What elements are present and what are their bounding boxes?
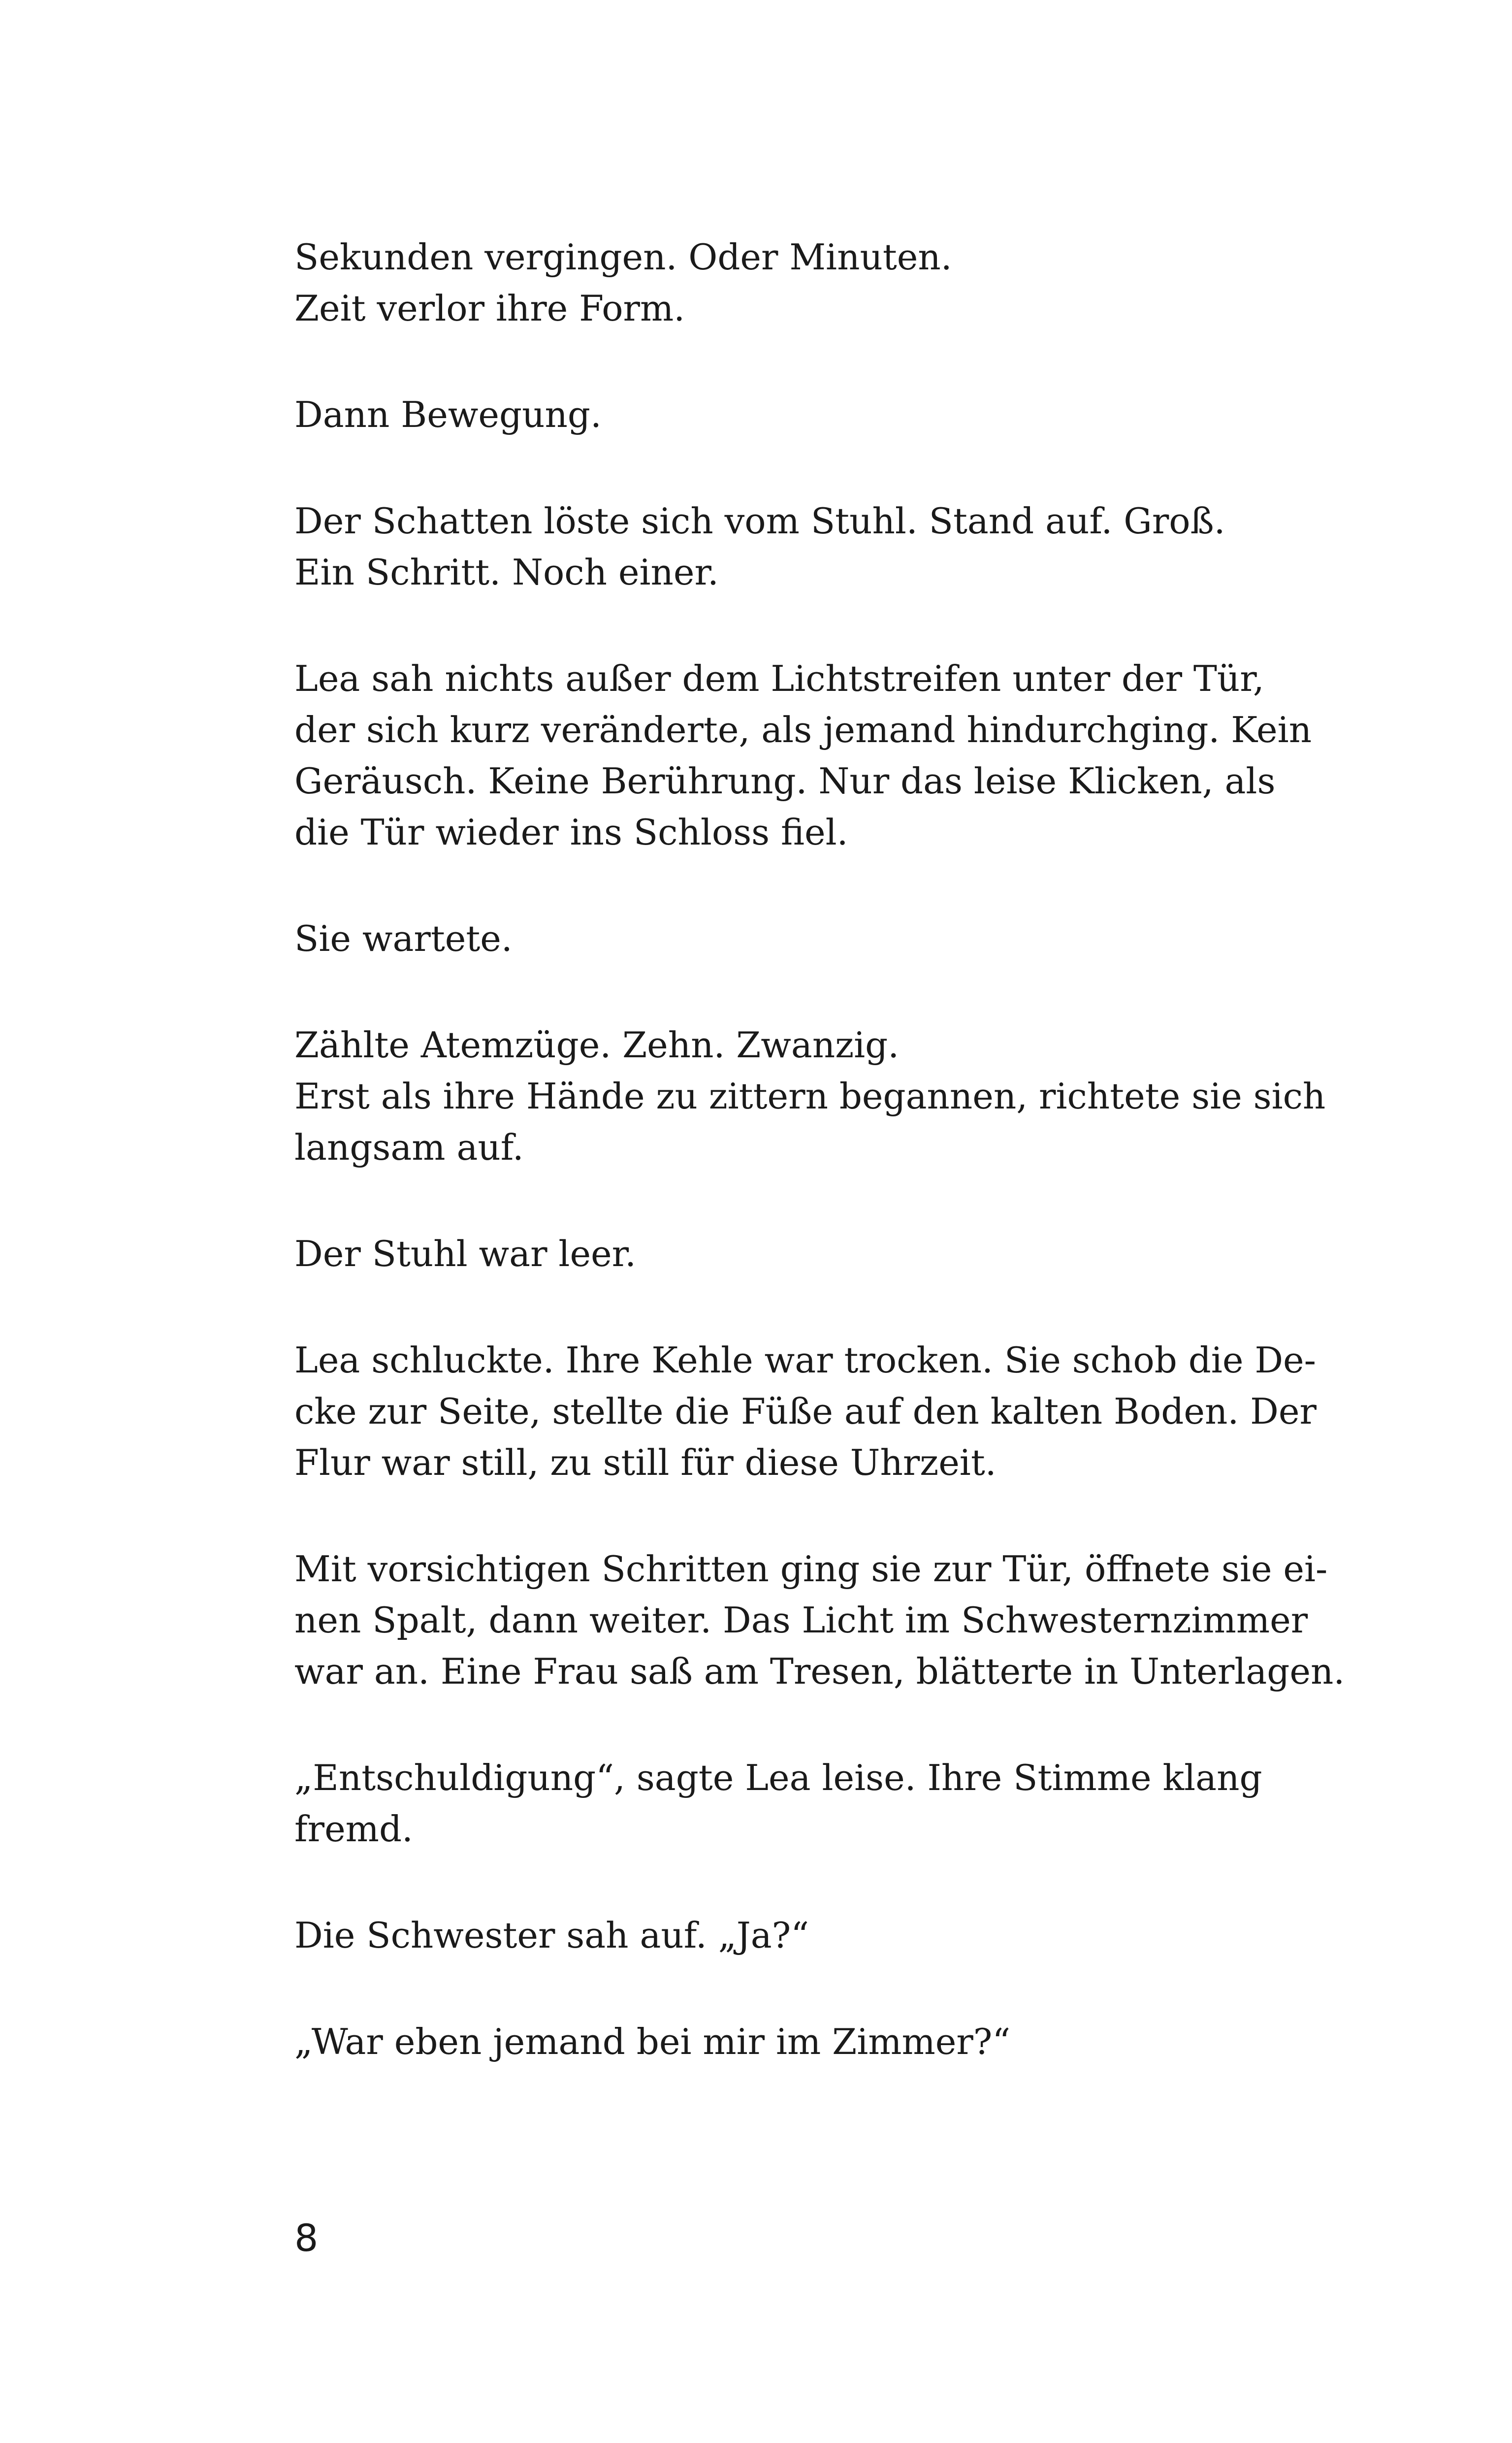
paragraph-2 <box>294 389 1250 440</box>
text-line: Flur war still, zu still für diese Uhrzeit. <box>294 1442 997 1483</box>
paragraph-9 <box>294 1543 1345 1697</box>
text-line: fremd. <box>294 1808 413 1850</box>
text-line: Dann Bewegung. <box>294 394 602 435</box>
paragraph-7 <box>294 1228 1250 1279</box>
text-line: der sich kurz veränderte, als jemand hindurchging. Kein <box>294 709 1312 750</box>
text-line: Lea sah nichts außer dem Lichtstreifen unter der Tür, <box>294 658 1264 699</box>
paragraph-3 <box>294 495 1250 598</box>
text-line: Lea schluckte. Ihre Kehle war trocken. Sie schob die De- <box>294 1339 1316 1381</box>
body-text <box>294 231 1345 2122</box>
text-line: Die Schwester sah auf. „Ja?“ <box>294 1915 809 1956</box>
paragraph-11 <box>294 1910 1250 1961</box>
paragraph-4 <box>294 653 1312 858</box>
text-line: Geräusch. Keine Berührung. Nur das leise Klicken, als <box>294 760 1276 802</box>
paragraph-12 <box>294 2016 1250 2067</box>
text-line: die Tür wieder ins Schloss fiel. <box>294 812 848 853</box>
page-number: 8 <box>294 2216 319 2260</box>
text-line: cke zur Seite, stellte die Füße auf den kalten Boden. Der <box>294 1391 1317 1432</box>
paragraph-6 <box>294 1019 1326 1173</box>
paragraph-5 <box>294 913 1250 964</box>
text-line: Der Stuhl war leer. <box>294 1233 637 1274</box>
text-line: Zeit verlor ihre Form. <box>294 288 685 329</box>
text-line: Mit vorsichtigen Schritten ging sie zur Tür, öffnete sie ei- <box>294 1548 1328 1590</box>
paragraph-1 <box>294 231 1250 334</box>
text-line: „War eben jemand bei mir im Zimmer?“ <box>294 2021 1011 2062</box>
paragraph-8 <box>294 1335 1317 1488</box>
text-line: Zählte Atemzüge. Zehn. Zwanzig. <box>294 1024 900 1066</box>
text-line: war an. Eine Frau saß am Tresen, blätterte in Unterlagen. <box>294 1651 1345 1692</box>
paragraph-10 <box>294 1752 1262 1855</box>
text-line: Sekunden vergingen. Oder Minuten. <box>294 236 952 278</box>
text-line: „Entschuldigung“, sagte Lea leise. Ihre Stimme klang <box>294 1757 1262 1798</box>
text-line: Der Schatten löste sich vom Stuhl. Stand auf. Groß. <box>294 500 1225 542</box>
text-line: Ein Schritt. Noch einer. <box>294 552 719 593</box>
text-line: Erst als ihre Hände zu zittern begannen, richtete sie sich <box>294 1075 1326 1117</box>
text-line: nen Spalt, dann weiter. Das Licht im Schwesternzimmer <box>294 1599 1308 1641</box>
text-line: langsam auf. <box>294 1127 524 1168</box>
text-line: Sie wartete. <box>294 918 513 959</box>
